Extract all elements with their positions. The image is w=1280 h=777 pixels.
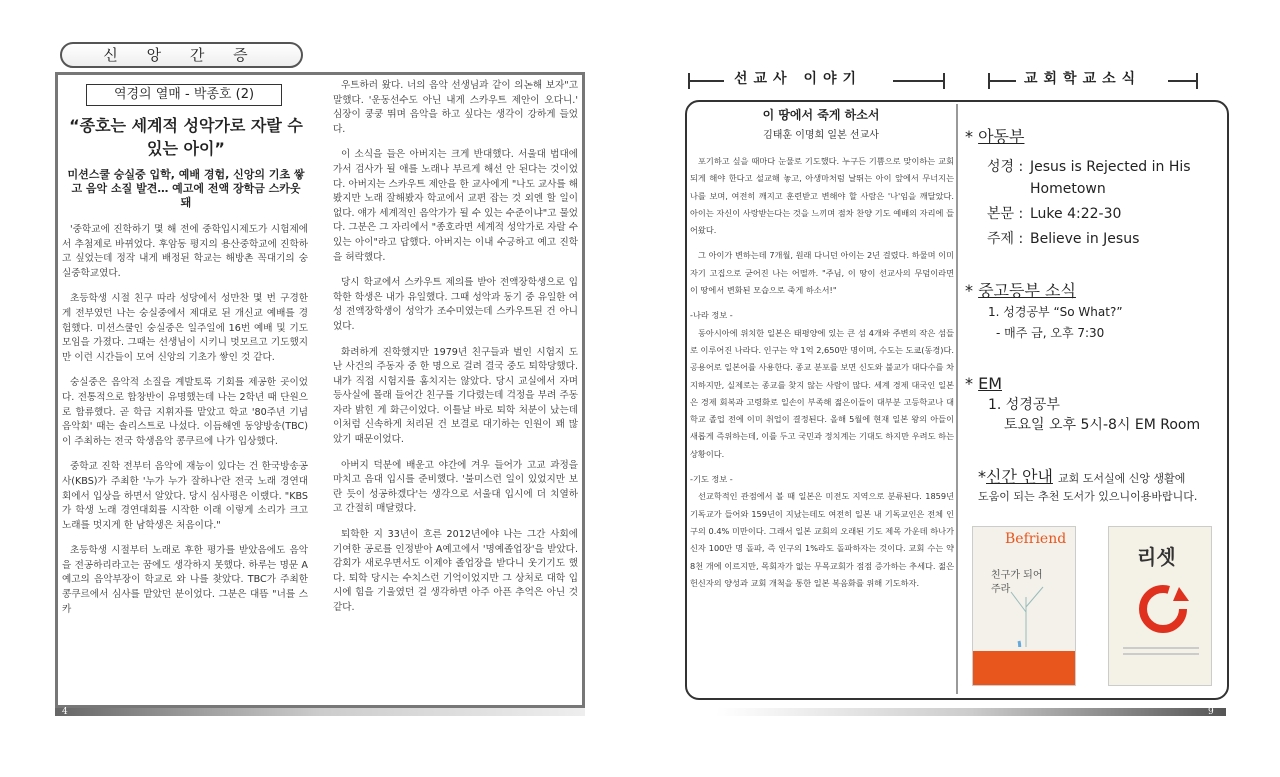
book1-band bbox=[973, 651, 1075, 685]
paragraph: 초등학생 시절부터 노래로 후한 평가를 받았음에도 음악을 전공하리라고는 꿈에도 생각하지 못했다. 하루는 명문 A예고의 음악부장이 학교로 와 나를 찾았다. TBC가 주최한 콩쿠르에서 심사를 맡았던 분이었다. 그분은 대뜸 "너를 스카 bbox=[62, 545, 308, 615]
page-number-left: 4 bbox=[62, 707, 68, 717]
divider bbox=[1123, 647, 1199, 649]
header-rule-cap bbox=[943, 73, 945, 89]
nation-info-label: -나라 정보 - bbox=[690, 310, 733, 321]
mission-author: 김태훈 이명희 일본 선교사 bbox=[763, 130, 879, 141]
kids-heading: * 아동부 bbox=[965, 127, 1025, 146]
tree-icon bbox=[981, 557, 1071, 647]
paragraph: 중학교 진학 전부터 음악에 재능이 있다는 건 한국방송공사(KBS)가 주최한 '누가 누가 잘하나'란 전국 노래 경연대회에서 입상을 하면서 알았다. 당시 심사평은 이랬다. "KBS가 학생 노래 경연대회를 시작한 이래 이렇게 소리가 크고 노래를 멋지게 한 남학생은 처음이다." bbox=[62, 461, 308, 531]
paragraph: 선교학적인 관점에서 볼 때 일본은 미전도 지역으로 분류된다. 1859년 기독교가 들어와 159년이 지났는데도 여전히 일본 내 기독교인은 전체 인구의 0.4% 미만이다. 그래서 일본 교회의 오래된 기도 제목 가운데 하나가 신자 100만 명 돌파, 즉 인구의 1%라도 돌파하자는 것이다. 교회 수는 약 8천 개에 이르지만, 목회자가 없는 무목교회가 점점 증가하는 추세다. 젊은 헌신자의 양성과 교회 개척을 통한 일본 복음화를 위해 기도하자. bbox=[690, 491, 954, 588]
prayer-info-label: -기도 정보 - bbox=[690, 474, 733, 485]
mission-title: 이 땅에서 죽게 하소서 bbox=[762, 108, 880, 122]
kids-scripture: Jesus is Rejected in His Hometown bbox=[1030, 159, 1191, 197]
paragraph: 아버지 덕분에 배운고 야간에 겨우 들어가 고교 과정을 마치고 음대 입시를 준비했다. '불미스런 일이 있었지만 보란 듯이 성공하겠다'는 생각으로 서울대 입시에 더 치열하고 간절히 매달렸다. bbox=[333, 459, 578, 515]
paragraph: 동아시아에 위치한 일본은 태평양에 있는 큰 섬 4개와 주변의 작은 섬들로 이루어진 나라다. 인구는 약 1억 2,650만 명이며, 수도는 도쿄(동경)다. 공용어로 일본어를 사용한다. 종교 분포를 보면 신도와 불교가 대다수를 차지하지만, 실제로는 종교를 찾지 않는 사람이 많다. 세계 경제 대국인 일본은 경제 회복과 고령화로 일손이 부족해 젊은이들이 대부분 고등학교나 대학교 졸업 전에 이미 취업이 결정된다. 올해 5월에 현재 일본 왕의 아들이 새롭게 즉위하는데, 이를 두고 국민과 정치계는 기대도 하지만 우려도 하는 상황이다. bbox=[690, 327, 954, 459]
school-news-header: 교회학교소식 bbox=[1024, 71, 1142, 87]
book1-title: Befriend bbox=[1005, 531, 1067, 547]
book-cover-befriend[interactable] bbox=[972, 526, 1076, 686]
book-cover-reset[interactable] bbox=[1108, 526, 1212, 686]
page-number-right: 9 bbox=[1208, 707, 1214, 717]
paragraph: 이 소식을 들은 아버지는 크게 반대했다. 서울대 법대에 가서 검사가 될 애를 노래나 부르게 해선 안 된다는 것이었다. 아버지는 스카우트 제안을 한 교사에게 "나도 교사를 해봤지만 노래 잘해봤자 학교에서 교편 잡는 것 외엔 할 일이 없다. 얘가 세계적인 음악가가 될 수 있는 수준이냐"고 물었다. 그분은 그 자리에서 "종호라면 세계적 성악가로 자랄 수 있는 아이"라고 답했다. 아버지는 이내 수긍하고 예고 진학을 허락했다. bbox=[333, 149, 579, 263]
header-rule-cap bbox=[1196, 73, 1198, 89]
headline: “종호는 세계적 성악가로 자랄 수 있는 아이” bbox=[69, 116, 303, 158]
header-rule bbox=[1168, 80, 1198, 82]
book1-subtitle: 친구가 되어 주라 bbox=[991, 570, 1043, 595]
header-rule bbox=[988, 80, 1016, 82]
youth-line-2: - 매주 금, 오후 7:30 bbox=[996, 326, 1105, 340]
books-desc: 교회 도서실에 신앙 생활에 bbox=[1058, 472, 1186, 485]
section-pill: 신 앙 간 증 bbox=[60, 42, 303, 68]
series-title-box: 역경의 열매 - 박종호 (2) bbox=[86, 84, 282, 106]
reset-arrow-icon bbox=[1133, 579, 1193, 639]
kids-text: Luke 4:22-30 bbox=[1030, 206, 1122, 222]
mission-header: 선교사 이야기 bbox=[734, 71, 863, 87]
youth-heading: * 중고등부 소식 bbox=[965, 281, 1076, 300]
divider bbox=[1123, 653, 1199, 655]
paragraph: 화려하게 진학했지만 1979년 친구들과 벌인 시험지 도난 사건의 주동자 중 한 명으로 걸려 결국 중도 퇴학당했다. 내가 직접 시험지를 훔치지는 않았다. 당시 교실에서 자며 등사실에 몰래 들어간 친구를 기다렸는데 걱정을 부려 주동자라 밝힌 게 화근이었다. 이틀날 바로 퇴학 처분이 났는데 이처럼 신속하게 처리된 건 보결로 대기하는 인원이 꽤 많았기 때문이었다. bbox=[333, 346, 578, 446]
paragraph: 당시 학교에서 스카우트 제의를 받아 전액장학생으로 입학한 학생은 내가 유일했다. 그때 성악과 동기 중 유일한 여성 전액장학생이 성악가 조수미였는데 스카우트된 건 아니었다. bbox=[333, 277, 578, 332]
mission-text bbox=[690, 153, 954, 600]
article-column-1 bbox=[62, 223, 308, 628]
kids-theme: Believe in Jesus bbox=[1030, 231, 1140, 247]
em-line-1: 1. 성경공부 bbox=[988, 397, 1060, 413]
subheadline: 미션스쿨 숭실중 입학, 예배 경험, 신앙의 기초 쌓고 음악 소질 발견… 예고에 전액 장학금 스카웃 돼 bbox=[67, 168, 305, 209]
paragraph: 퇴학한 지 33년이 흐른 2012년에야 나는 그간 사회에 기여한 공로를 인정받아 A예고에서 '명예졸업장'을 받았다. 감회가 새로우면서도 이제야 졸업장을 받다니 웃기기도 했다. 퇴학 당시는 수치스런 기억이었지만 그 상처로 대학 입시에 힘을 기울였던 걸 생각하면 아주 아픈 추억은 아닌 것 같다. bbox=[333, 529, 578, 613]
kids-scripture-label: 성경 : bbox=[987, 159, 1024, 175]
book2-title: 리셋 bbox=[1137, 545, 1176, 569]
kids-text-label: 본문 : bbox=[987, 206, 1024, 222]
footer-bar-right bbox=[716, 708, 1226, 716]
paragraph: 그 아이가 변하는데 7개월, 원래 다니던 아이는 2년 걸렸다. 하물며 이미 자기 고집으로 굳어진 나는 어떨까. "주님, 이 땅이 선교사의 무덤이라면 이 땅에서 변화된 모습으로 죽게 하소서!" bbox=[690, 250, 954, 296]
youth-line-1: 1. 성경공부 “So What?” bbox=[988, 305, 1123, 319]
footer-bar-left bbox=[55, 708, 585, 716]
paragraph: 숭실중은 음악적 소질을 계발토록 기회를 제공한 곳이었다. 전통적으로 합창반이 유명했는데 나는 2학년 때 단원으로 합류했다. 곧 학급 지휘자를 맡았고 학교 '80주년 기념 음악회' 때는 솔리스트로 나섰다. 이듬해엔 동양방송(TBC)이 주최하는 전국 학생음악 콩쿠르에 나가 입상했다. bbox=[62, 377, 308, 447]
article-column-2 bbox=[333, 79, 578, 627]
column-divider bbox=[956, 104, 958, 694]
paragraph: 포기하고 싶을 때마다 눈물로 기도했다. 누구든 기쁨으로 맞이하는 교회 되게 해야 한다고 설교해 놓고, 아생마처럼 날뛰는 아이 앞에서 무너지는 나를 보며, 여전히 깨지고 훈련받고 변해야 할 사람은 '나'임을 깨달았다. 아이는 자신이 사랑받는다는 것을 느끼며 점차 찬양 기도 예배의 자리에 들어왔다. bbox=[690, 156, 954, 236]
paragraph: 초등학생 시절 친구 따라 성당에서 성만찬 몇 번 구경한 게 전부였던 나는 숭실중에서 제대로 된 개신교 예배를 경험했다. 미션스쿨인 숭실중은 일주일에 16번 예배 및 기도모임을 가졌다. 그때는 선생님이 시키니 멋모르고 기도했지만 이런 시간들이 모여 신앙의 기초가 쌓인 것 같다. bbox=[62, 293, 308, 363]
kids-theme-label: 주제 : bbox=[987, 231, 1024, 247]
books-desc-line2: 도움이 되는 추천 도서가 있으니이용바랍니다. bbox=[978, 490, 1198, 503]
em-heading: * EM bbox=[965, 374, 1003, 393]
em-line-2: 토요일 오후 5시-8시 EM Room bbox=[1004, 417, 1201, 433]
header-rule bbox=[688, 80, 724, 82]
paragraph: '중학교에 진학하기 몇 해 전에 중학입시제도가 시험제에서 추첨제로 바뀌었다. 후암동 평지의 용산중학교에 진학하고 싶었는데 정작 내게 배정된 학교는 해방촌 꼭대기의 숭실중학교였다. bbox=[62, 224, 308, 279]
paragraph: 우트하러 왔다. 너의 음악 선생님과 같이 의논해 보자"고 말했다. '운동선수도 아닌 내게 스카우트 제안이 오다니.' 심장이 쿵쿵 뛰며 음악을 하고 싶다는 생각이 강하게 들었다. bbox=[333, 80, 578, 135]
header-rule bbox=[893, 80, 943, 82]
books-heading: *신간 안내 교회 도서실에 신앙 생활에 bbox=[978, 467, 1186, 486]
